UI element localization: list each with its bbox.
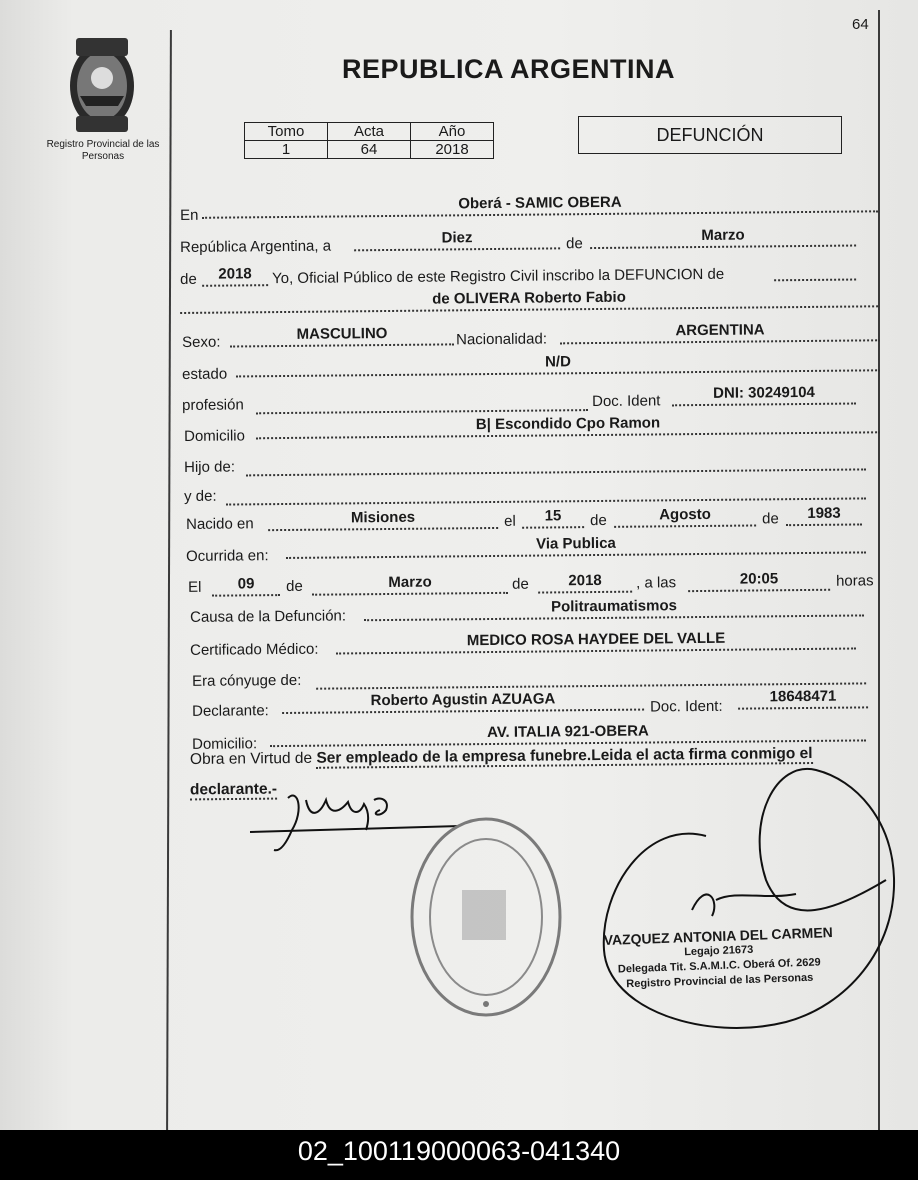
- field-birth-month: Agosto: [614, 506, 756, 527]
- label-de: de: [589, 511, 607, 530]
- field-death-month: Marzo: [312, 574, 508, 596]
- row-hijo: [0, 452, 918, 476]
- label-estado: estado: [181, 365, 228, 383]
- field-deceased-name: de OLIVERA Roberto Fabio: [180, 287, 878, 314]
- field-virtue-line1: Ser empleado de la empresa funebre.Leida el acta firma conmigo el: [316, 745, 813, 767]
- official-position: Delegada Tit. S.A.M.I.C. Oberá Of. 2629: [617, 956, 821, 976]
- field-death-day: 09: [212, 576, 280, 597]
- row-ocurrida: [0, 534, 918, 565]
- label-obra: Obra en Virtud de: [189, 749, 313, 768]
- row-y-de: [0, 481, 918, 505]
- page-title: REPUBLICA ARGENTINA: [342, 54, 675, 84]
- field-doc-id: DNI: 30249104: [672, 385, 856, 407]
- label-domicilio: Domicilio:: [191, 735, 258, 753]
- row-deceased: [0, 288, 918, 308]
- label-y-de: y de:: [183, 487, 217, 505]
- document-type-box: DEFUNCIÓN: [578, 116, 842, 154]
- row-profesion: [0, 383, 918, 414]
- field-address: B| Escondido Cpo Ramon: [256, 413, 880, 439]
- row-nacido: [0, 504, 918, 533]
- label-profesion: profesión: [181, 396, 244, 414]
- field-declarant-address: AV. ITALIA 921-OBERA: [270, 721, 866, 747]
- acta-value: 64: [328, 141, 411, 159]
- field-year: 2018: [202, 266, 268, 287]
- label-de: de: [761, 510, 779, 528]
- label-republica: República Argentina, a: [180, 237, 332, 256]
- label-ocurrida-en: Ocurrida en:: [185, 547, 269, 565]
- field-birth-place: Misiones: [268, 509, 498, 531]
- label-el: el: [503, 512, 516, 530]
- province-emblem-icon: [58, 34, 146, 134]
- field-birth-day: 15: [522, 508, 584, 529]
- row-death-date: [0, 570, 918, 596]
- field-medical-certificate: MEDICO ROSA HAYDEE DEL VALLE: [336, 630, 856, 655]
- row-causa: [0, 597, 918, 626]
- label-doc-ident: Doc. Ident: [591, 392, 661, 411]
- reference-header-row: [245, 123, 494, 141]
- acta-header: Acta: [328, 123, 411, 141]
- row-place: [0, 193, 918, 224]
- label-nacionalidad: Nacionalidad:: [455, 330, 548, 349]
- label-domicilio: Domicilio: [183, 427, 246, 445]
- label-causa: Causa de la Defunción:: [189, 607, 347, 626]
- field-nationality: ARGENTINA: [560, 321, 880, 344]
- label-el: El: [187, 578, 202, 596]
- field-death-time: 20:05: [688, 571, 830, 592]
- row-year: [0, 264, 918, 288]
- row-domicilio-declarante: [0, 722, 918, 753]
- row-date: [0, 226, 918, 256]
- row-estado: [0, 353, 918, 383]
- label-hijo-de: Hijo de:: [183, 458, 236, 476]
- footer-code: 02_100119000063-041340: [0, 1130, 918, 1180]
- label-a-las: , a las: [635, 574, 677, 592]
- row-domicilio: [0, 414, 918, 445]
- office-seal: [402, 808, 570, 1026]
- label-certificado: Certificado Médico:: [189, 640, 319, 659]
- row-declarante: [0, 687, 918, 720]
- label-nacido-en: Nacido en: [185, 515, 254, 533]
- field-death-year: 2018: [538, 573, 632, 594]
- tomo-header: Tomo: [245, 123, 328, 141]
- label-en: En: [180, 206, 199, 224]
- field-father: [246, 450, 866, 476]
- official-stamp: [603, 924, 835, 993]
- label-conyuge: Era cónyuge de:: [191, 671, 302, 690]
- field-declarant: Roberto Agustin AZUAGA: [282, 691, 644, 714]
- label-registro: Yo, Oficial Público de este Registro Civil inscribo la DEFUNCION de: [271, 265, 725, 288]
- official-office: Registro Provincial de las Personas: [626, 971, 814, 991]
- field-birth-year: 1983: [786, 505, 862, 526]
- ano-header: Año: [411, 123, 494, 141]
- label-de: de: [180, 270, 197, 288]
- field-blank: [774, 261, 856, 282]
- label-declarante: Declarante:: [191, 702, 269, 720]
- label-de: de: [511, 575, 529, 593]
- field-virtue-line2: declarante.-: [189, 780, 278, 799]
- registry-label: Registro Provincial de las Personas: [46, 139, 160, 162]
- field-sex: MASCULINO: [230, 325, 454, 347]
- row-sex: [0, 321, 918, 351]
- field-month: Marzo: [590, 227, 856, 250]
- row-certificado: [0, 629, 918, 659]
- field-day: Diez: [354, 229, 560, 251]
- official-name: VAZQUEZ ANTONIA DEL CARMEN: [603, 924, 834, 949]
- page-number: 64: [852, 16, 869, 33]
- official-signature: [596, 760, 902, 1036]
- label-sexo: Sexo:: [181, 333, 221, 351]
- label-de: de: [565, 235, 583, 253]
- reference-table: [244, 122, 494, 159]
- row-conyuge: [0, 666, 918, 690]
- field-civil-status: N/D: [236, 351, 880, 377]
- field-death-place: Via Publica: [286, 533, 866, 559]
- label-de: de: [285, 577, 303, 595]
- field-cause: Politraumatismos: [364, 596, 864, 621]
- tomo-value: 1: [245, 141, 328, 159]
- field-place: Oberá - SAMIC OBERA: [202, 192, 878, 218]
- field-mother: [226, 479, 866, 505]
- label-doc-ident: Doc. Ident:: [649, 697, 723, 716]
- field-declarant-doc: 18648471: [738, 688, 868, 709]
- official-legajo: Legajo 21673: [684, 943, 754, 959]
- label-horas: horas: [835, 572, 874, 590]
- ano-value: 2018: [411, 141, 494, 159]
- field-profession: [256, 391, 588, 414]
- reference-value-row: [245, 141, 494, 159]
- field-spouse: [316, 664, 866, 689]
